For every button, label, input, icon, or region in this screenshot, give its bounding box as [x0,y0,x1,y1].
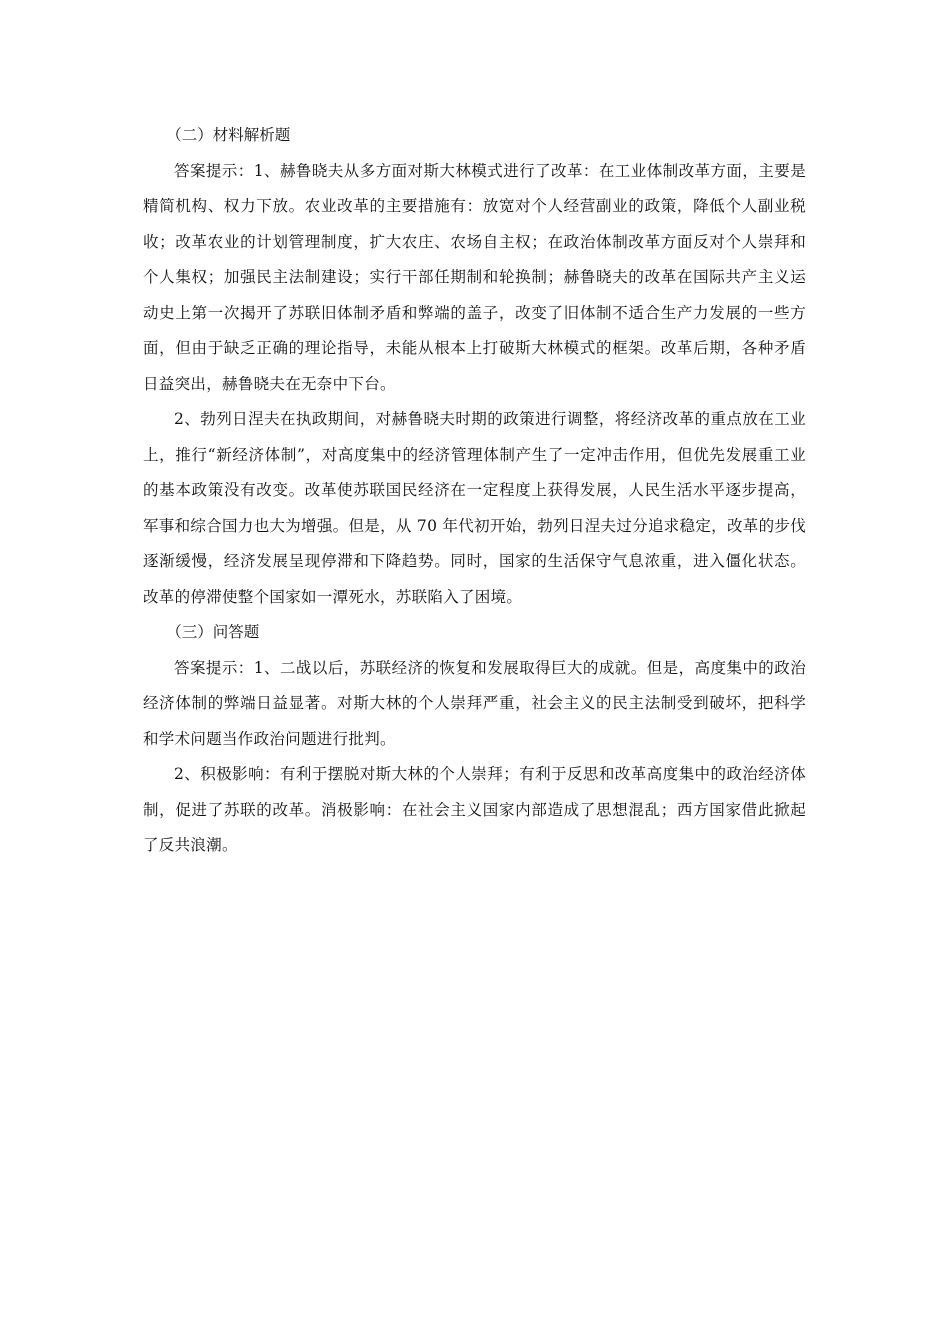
document-page [143,118,806,864]
answer-paragraph-impact: 2、积极影响：有利于摆脱对斯大林的个人崇拜；有利于反思和改革高度集中的政治经济体制，促进了苏联的改革。消极影响：在社会主义国家内部造成了思想混乱；西方国家借此掀起了反共浪潮。 [143,765,806,854]
section-heading-material-analysis: （二）材料解析题 [166,126,291,144]
section-heading-qa: （三）问答题 [166,623,260,641]
answer-paragraph-khrushchev: 答案提示：1、赫鲁晓夫从多方面对斯大林模式进行了改革：在工业体制改革方面，主要是精简机构、权力下放。农业改革的主要措施有：放宽对个人经营副业的政策，降低个人副业税收；改革农业的计划管理制度，扩大农庄、农场自主权；在政治体制改革方面反对个人崇拜和个人集权；加强民主法制建设；实行干部任期制和轮换制；赫鲁晓夫的改革在国际共产主义运动史上第一次揭开了苏联旧体制矛盾和弊端的盖子，改变了旧体制不适合生产力发展的一些方面，但由于缺乏正确的理论指导，未能从根本上打破斯大林模式的框架。改革后期，各种矛盾日益突出，赫鲁晓夫在无奈中下台。 [143,161,806,393]
answer-paragraph-brezhnev: 2、勃列日涅夫在执政期间，对赫鲁晓夫时期的政策进行调整，将经济改革的重点放在工业上，推行“新经济体制”，对高度集中的经济管理体制产生了一定冲击作用，但优先发展重工业的基本政策没有改变。改革使苏联国民经济在一定程度上获得发展，人民生活水平逐步提高，军事和综合国力也大为增强。但是，从 70 年代初开始，勃列日涅夫过分追求稳定，改革的步伐逐渐缓慢，经济发展呈现停滞和下降趋势。同时，国家的生活保守气息浓重，进入僵化状态。改革的停滞使整个国家如一潭死水，苏联陷入了困境。 [143,410,806,606]
answer-paragraph-postwar: 答案提示：1、二战以后，苏联经济的恢复和发展取得巨大的成就。但是，高度集中的政治经济体制的弊端日益显著。对斯大林的个人崇拜严重，社会主义的民主法制受到破坏，把科学和学术问题当作政治问题进行批判。 [143,658,806,748]
